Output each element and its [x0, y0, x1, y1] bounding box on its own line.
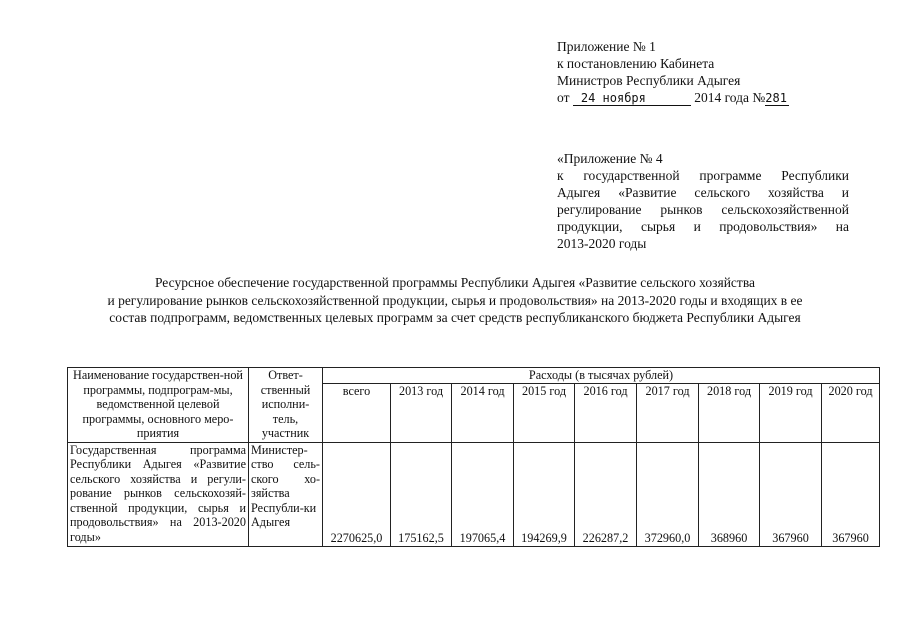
appendix-1-header	[557, 38, 857, 106]
value-2017: 372960,0	[637, 442, 699, 546]
header-executor: Ответ-ственный исполни-тель, участник	[249, 368, 323, 443]
header-expenses: Расходы (в тысячах рублей)	[323, 368, 880, 384]
year-text: 2014 года №	[694, 90, 766, 105]
appendix-1-line2: к постановлению Кабинета	[557, 56, 715, 71]
date-prefix: от	[557, 90, 570, 105]
document-title	[55, 274, 855, 327]
col-2018: 2018 год	[699, 383, 760, 442]
title-line-1: Ресурсное обеспечение государственной программы Республики Адыгея «Развитие сельского хозяйства	[154, 275, 756, 290]
document-number-field: 281	[765, 92, 789, 106]
appendix-1-title: Приложение № 1	[557, 39, 656, 54]
value-2018: 368960	[699, 442, 760, 546]
appendix-1-date-line	[557, 89, 857, 106]
row-program-name: Государственная программа Республики Адыгея «Развитие сельского хозяйства и регули-рование рынков сельскохозяй-ственной продукции, сырья и продовольствия» на 2013-2020 годы»	[68, 442, 249, 546]
appendix-4-header	[557, 150, 849, 252]
col-2020: 2020 год	[822, 383, 880, 442]
header-name: Наименование государствен-ной программы, подпрограм-мы, ведомственной целевой программы, основного меро-приятия	[68, 368, 249, 443]
col-2019: 2019 год	[760, 383, 822, 442]
row-executor: Министер-ство сель-ского хо-зяйства Республи-ки Адыгея	[249, 442, 323, 546]
value-2013: 175162,5	[391, 442, 452, 546]
appendix-4-line4: регулирование рынков сельскохозяйственной	[557, 202, 849, 217]
title-line-2: и регулирование рынков сельскохозяйственной продукции, сырья и продовольствия» на 2013-2020 годы и входящих в ее	[107, 292, 803, 308]
appendix-4-line2: к государственной программе Республики	[557, 168, 849, 183]
value-2015: 194269,9	[514, 442, 575, 546]
resource-table	[67, 367, 880, 547]
col-2014: 2014 год	[452, 383, 514, 442]
appendix-1-line3: Министров Республики Адыгея	[557, 73, 741, 88]
col-2015: 2015 год	[514, 383, 575, 442]
col-total: всего	[323, 383, 391, 442]
value-2020: 367960	[822, 442, 880, 546]
value-total: 2270625,0	[323, 442, 391, 546]
appendix-4-line5: продукции, сырья и продовольствия» на	[557, 219, 849, 234]
table-row	[68, 442, 880, 546]
value-2016: 226287,2	[575, 442, 637, 546]
appendix-4-line3: Адыгея «Развитие сельского хозяйства и	[557, 185, 849, 200]
col-2016: 2016 год	[575, 383, 637, 442]
col-2017: 2017 год	[637, 383, 699, 442]
appendix-4-line6: 2013-2020 годы	[557, 236, 647, 251]
value-2014: 197065,4	[452, 442, 514, 546]
date-field: 24 ноября	[573, 92, 691, 106]
value-2019: 367960	[760, 442, 822, 546]
title-line-3: состав подпрограмм, ведомственных целевых программ за счет средств республиканского бюджета Республики Адыгея	[109, 310, 801, 325]
col-2013: 2013 год	[391, 383, 452, 442]
appendix-4-title: «Приложение № 4	[557, 151, 663, 166]
